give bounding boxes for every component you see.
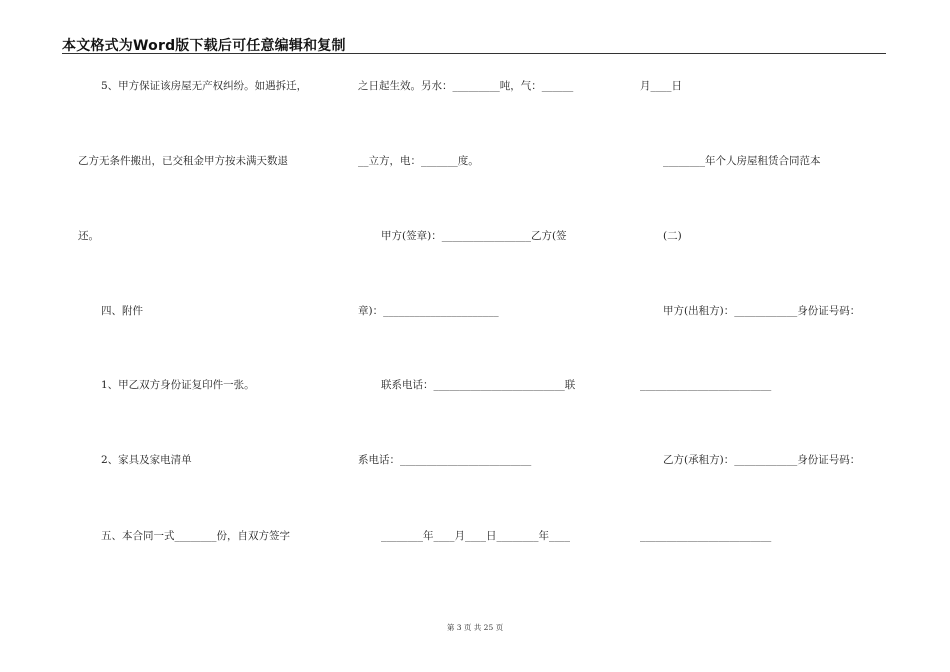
text-line: 还。 [78,230,99,242]
date-line: ________年____月____日________年____ [381,530,570,542]
section-heading: 五、本合同一式________份，自双方签字 [101,530,290,542]
signature-line: 章)：______________________ [358,305,499,317]
text-line: 乙方无条件搬出，已交租金甲方按未满天数退 [78,155,288,167]
text-line: 1、甲乙双方身份证复印件一张。 [101,379,255,391]
header-rule [62,53,886,54]
text-line: 之日起生效。另水：_________吨，气：______ [358,80,574,92]
page-footer: 第 3 页 共 25 页 [446,623,504,632]
phone-line: 联系电话：_________________________联 [381,379,576,391]
template-title: ________年个人房屋租赁合同范本 [663,155,821,167]
date-line: 月____日 [640,80,682,92]
id-blank: _________________________ [640,530,772,542]
section-number: (二) [663,230,682,242]
section-heading: 四、附件 [101,305,143,317]
tenant-line: 乙方(承租方)：____________身份证号码： [663,454,861,466]
signature-line: 甲方(签章)：_________________乙方(签 [381,230,567,242]
text-line: 2、家具及家电清单 [101,454,192,466]
document-banner: 本文格式为Word版下载后可任意编辑和复制 [62,38,346,54]
phone-line: 系电话：_________________________ [358,454,532,466]
landlord-line: 甲方(出租方)：____________身份证号码： [663,305,861,317]
text-line: __立方，电：_______度。 [358,155,479,167]
id-blank: _________________________ [640,379,772,391]
text-line: 5、甲方保证该房屋无产权纠纷。如遇拆迁， [101,80,308,92]
